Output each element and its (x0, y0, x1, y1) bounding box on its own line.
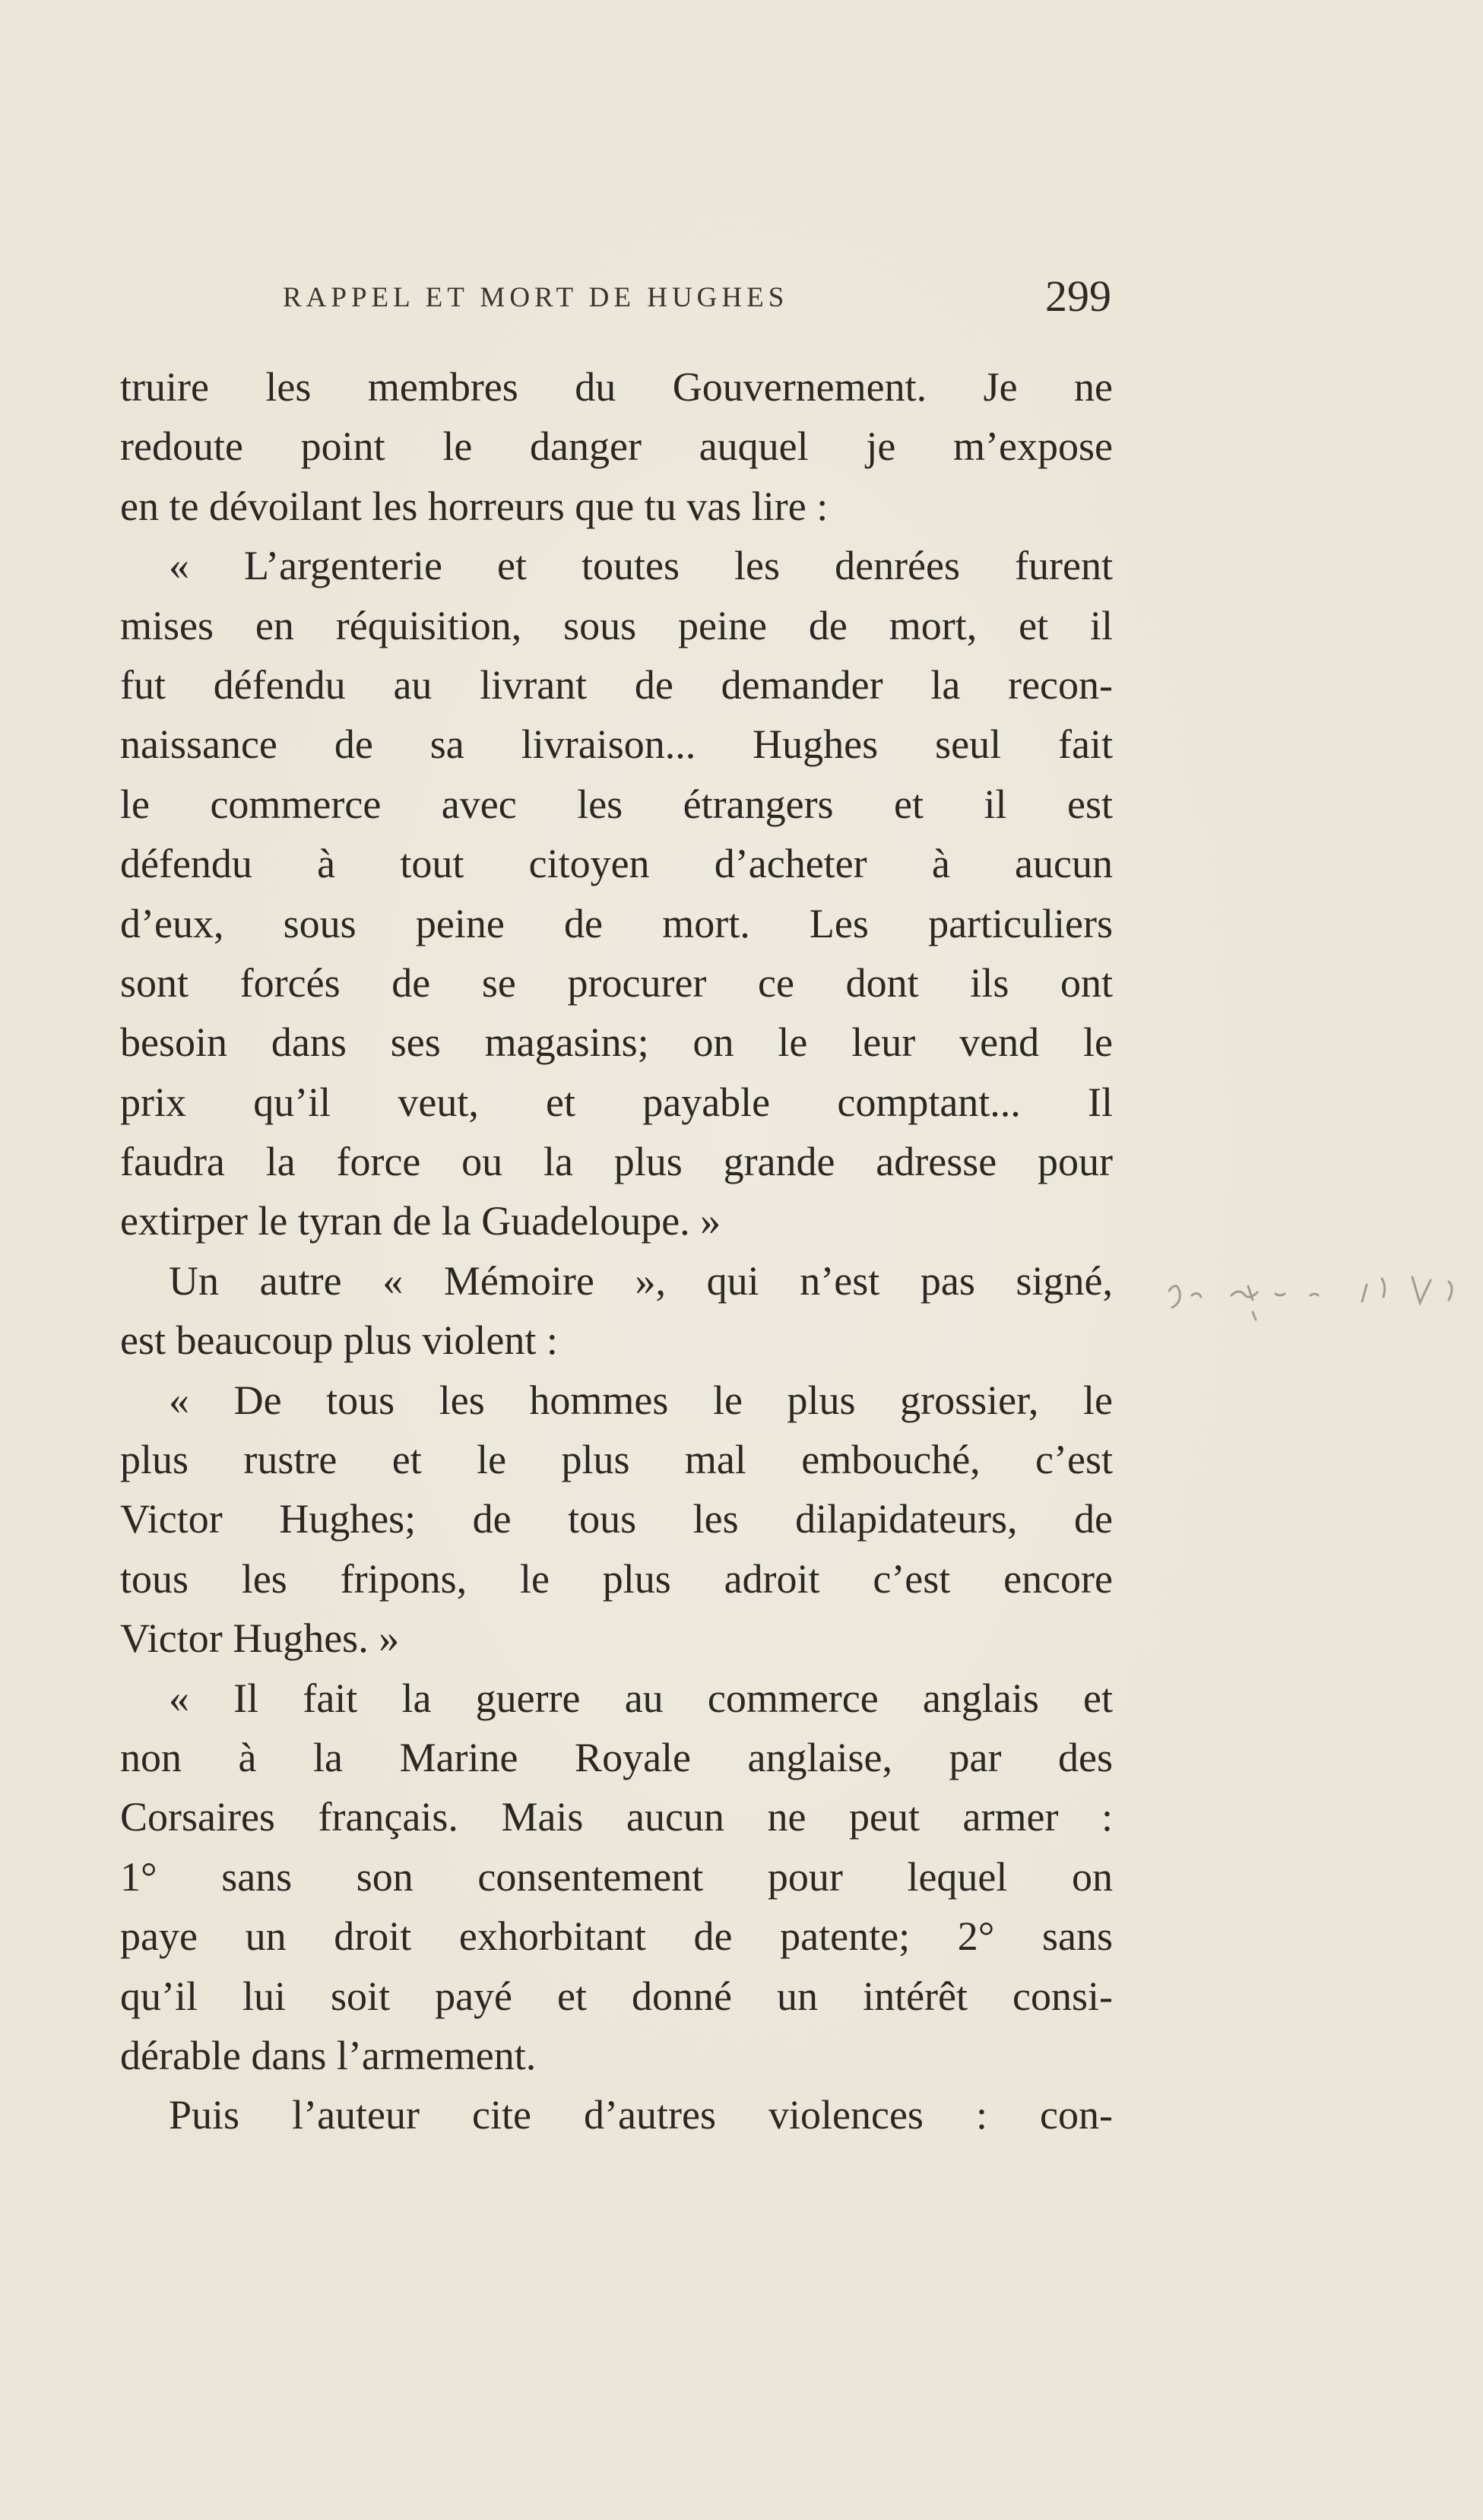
text-line: plus rustre et le plus mal embouché, c’est (120, 1437, 1113, 1483)
text-line: mises en réquisition, sous peine de mort, et il (120, 602, 1113, 648)
page-number: 299 (1045, 271, 1111, 321)
text-line: le commerce avec les étrangers et il est (120, 781, 1113, 827)
text-line: d’eux, sous peine de mort. Les particuliers (120, 900, 1113, 946)
text-line: faudra la force ou la plus grande adresse pour (120, 1139, 1113, 1185)
text-line: « L’argenterie et toutes les denrées furent (169, 543, 1113, 589)
text-line: défendu à tout citoyen d’acheter à aucun (120, 841, 1113, 887)
text-line: naissance de sa livraison... Hughes seul fait (120, 721, 1113, 768)
text-line: Puis l’auteur cite d’autres violences : con- (169, 2092, 1113, 2138)
text-line: extirper le tyran de la Guadeloupe. » (120, 1198, 721, 1244)
text-line: sont forcés de se procurer ce dont ils ont (120, 959, 1113, 1006)
text-line: truire les membres du Gouvernement. Je ne (120, 364, 1113, 410)
text-line: « Il fait la guerre au commerce anglais et (169, 1675, 1113, 1721)
text-line: redoute point le danger auquel je m’expose (120, 423, 1113, 470)
text-line: dérable dans l’armement. (120, 2032, 537, 2078)
text-line: est beaucoup plus violent : (120, 1317, 558, 1364)
running-head (283, 271, 1111, 324)
text-line: fut défendu au livrant de demander la recon- (120, 661, 1113, 708)
text-line: 1° sans son consentement pour lequel on (120, 1853, 1113, 1900)
running-title: RAPPEL ET MORT DE HUGHES (283, 282, 789, 313)
text-line: Victor Hughes. » (120, 1615, 400, 1662)
text-line: « De tous les hommes le plus grossier, le (169, 1377, 1113, 1423)
text-line: besoin dans ses magasins; on le leur vend le (120, 1019, 1113, 1066)
body-text (120, 357, 1113, 2145)
text-line: paye un droit exhorbitant de patente; 2° sans (120, 1913, 1113, 1960)
text-line: en te dévoilant les horreurs que tu vas lire : (120, 483, 829, 529)
text-line: qu’il lui soit payé et donné un intérêt consi- (120, 1973, 1113, 2019)
text-line: prix qu’il veut, et payable comptant... Il (120, 1079, 1113, 1125)
text-line: Un autre « Mémoire », qui n’est pas signé, (169, 1257, 1113, 1304)
text-line: Victor Hughes; de tous les dilapidateurs, de (120, 1496, 1113, 1542)
handwritten-margin-note (1161, 1262, 1481, 1346)
text-line: tous les fripons, le plus adroit c’est encore (120, 1555, 1113, 1602)
text-line: Corsaires français. Mais aucun ne peut armer : (120, 1794, 1113, 1840)
text-line: non à la Marine Royale anglaise, par des (120, 1734, 1113, 1780)
